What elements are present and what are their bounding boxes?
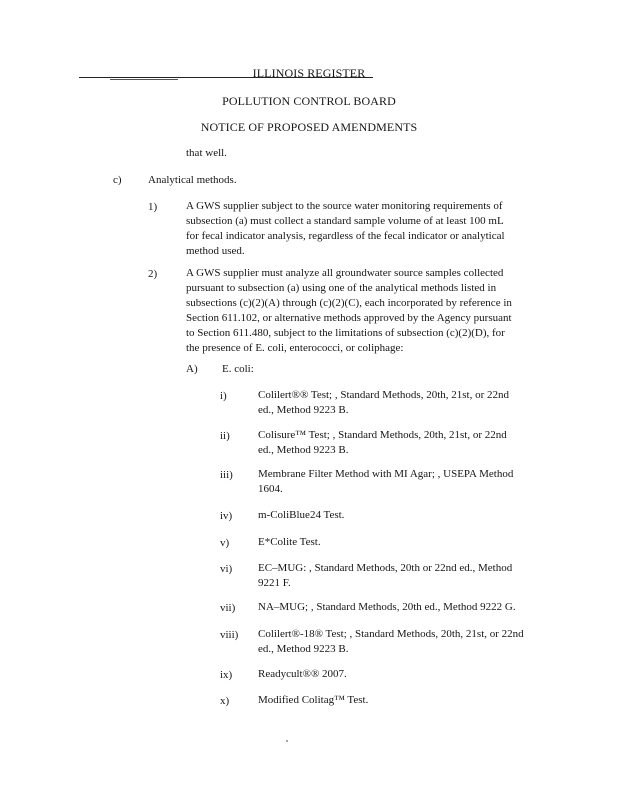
- method-text-cont: ed., Method 9223 B.: [258, 643, 349, 655]
- method-marker: ix): [220, 669, 233, 681]
- method-marker: vi): [220, 563, 233, 575]
- item-2-line: pursuant to subsection (a) using one of the analytical methods listed in: [186, 282, 497, 294]
- method-item: [258, 561, 558, 591]
- register-title: ILLINOIS REGISTER: [252, 66, 366, 80]
- method-text: NA–MUG; , Standard Methods, 20th ed., Method 9222 G.: [258, 601, 516, 613]
- method-text: EC–MUG: , Standard Methods, 20th or 22nd ed., Method: [258, 562, 513, 574]
- method-marker: iv): [220, 510, 233, 522]
- item-1-line: A GWS supplier subject to the source water monitoring requirements of: [186, 200, 503, 212]
- item-2-line: A GWS supplier must analyze all groundwater source samples collected: [186, 267, 504, 279]
- sub-a-marker: A): [186, 363, 198, 375]
- item-1-line: subsection (a) must collect a standard sample volume of at least 100 mL: [186, 215, 504, 227]
- notice-title: NOTICE OF PROPOSED AMENDMENTS: [200, 120, 418, 134]
- section-c-title: Analytical methods.: [148, 174, 237, 186]
- method-text-cont: ed., Method 9223 B.: [258, 444, 349, 456]
- continuation-text: that well.: [186, 147, 227, 159]
- method-text: Colisure™ Test; , Standard Methods, 20th, 21st, or 22nd: [258, 429, 507, 441]
- method-text: Readycult®® 2007.: [258, 668, 347, 680]
- method-text-cont: 9221 F.: [258, 577, 291, 589]
- method-marker: i): [220, 390, 227, 402]
- method-item: [258, 467, 558, 497]
- method-item: [258, 627, 558, 657]
- method-marker: x): [220, 695, 230, 707]
- method-item: [258, 693, 558, 708]
- item-2-line: to Section 611.480, subject to the limitations of subsection (c)(2)(D), for: [186, 327, 505, 339]
- method-text: Colilert®-18® Test; , Standard Methods, 20th, 21st, or 22nd: [258, 628, 524, 640]
- method-text: Membrane Filter Method with MI Agar; , USEPA Method: [258, 468, 514, 480]
- item-1-marker: 1): [148, 201, 158, 213]
- sub-a-title: E. coli:: [222, 363, 254, 375]
- method-item: [258, 667, 558, 682]
- method-item: [258, 428, 558, 458]
- method-item: [258, 535, 558, 550]
- item-1-line: for fecal indicator analysis, regardless of the fecal indicator or analytical: [186, 230, 505, 242]
- item-2-line: subsections (c)(2)(A) through (c)(2)(C), each incorporated by reference in: [186, 297, 512, 309]
- method-item: [258, 600, 558, 615]
- scan-speck: [286, 740, 288, 742]
- method-marker: v): [220, 537, 230, 549]
- method-marker: ii): [220, 430, 230, 442]
- method-marker: viii): [220, 629, 239, 641]
- item-2-text: [186, 266, 556, 356]
- section-c-marker: c): [113, 174, 122, 186]
- method-text: E*Colite Test.: [258, 536, 321, 548]
- method-marker: iii): [220, 469, 233, 481]
- method-item: [258, 508, 558, 523]
- item-2-marker: 2): [148, 268, 158, 280]
- method-text-cont: 1604.: [258, 483, 283, 495]
- method-marker: vii): [220, 602, 236, 614]
- method-text: Colilert®® Test; , Standard Methods, 20th, 21st, or 22nd: [258, 389, 510, 401]
- item-2-line: the presence of E. coli, enterococci, or coliphage:: [186, 342, 404, 354]
- item-2-line: Section 611.102, or alternative methods approved by the Agency pursuant: [186, 312, 512, 324]
- method-text: m-ColiBlue24 Test.: [258, 509, 345, 521]
- method-item: [258, 388, 558, 418]
- agency-title: POLLUTION CONTROL BOARD: [222, 94, 396, 108]
- item-1-line: method used.: [186, 245, 245, 257]
- item-1-text: [186, 199, 546, 259]
- method-text: Modified Colitag™ Test.: [258, 694, 369, 706]
- method-text-cont: ed., Method 9223 B.: [258, 404, 349, 416]
